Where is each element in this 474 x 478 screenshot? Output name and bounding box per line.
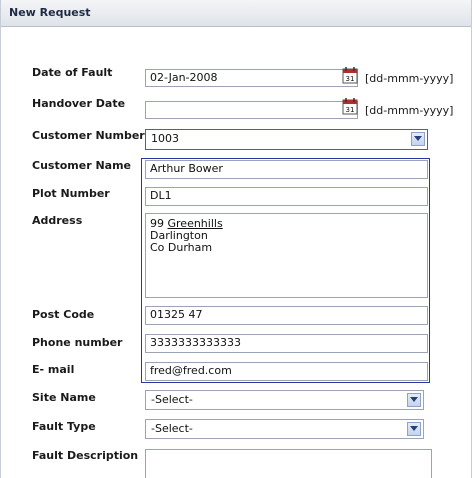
date-format-hint: [dd-mmm-yyyy] <box>365 72 454 85</box>
phone-number-input[interactable]: 3333333333333 <box>145 334 428 353</box>
svg-text:31: 31 <box>345 106 355 114</box>
chevron-down-icon[interactable] <box>411 132 425 146</box>
fault-type-value: -Select- <box>151 422 193 435</box>
fault-type-select[interactable] <box>145 419 424 439</box>
fault-description-label: Fault Description <box>32 449 139 462</box>
site-name-select[interactable] <box>145 390 424 410</box>
handover-date-input[interactable] <box>145 101 358 119</box>
svg-text:31: 31 <box>345 75 355 83</box>
customer-name-input[interactable]: Arthur Bower <box>145 160 428 179</box>
address-line1-link: Greenhills <box>167 217 223 230</box>
calendar-icon[interactable] <box>341 97 359 115</box>
plot-number-label: Plot Number <box>32 187 110 200</box>
email-label: E- mail <box>32 363 75 376</box>
address-textarea[interactable] <box>145 213 428 298</box>
chevron-down-icon[interactable] <box>407 422 421 436</box>
address-line2: Darlington <box>150 229 208 242</box>
customer-number-select[interactable] <box>145 129 428 150</box>
handover-date-label: Handover Date <box>32 97 126 110</box>
calendar-icon[interactable] <box>341 66 359 84</box>
date-of-fault-input[interactable]: 02-Jan-2008 <box>145 69 358 87</box>
post-code-label: Post Code <box>32 308 95 321</box>
customer-number-value: 1003 <box>151 132 179 145</box>
customer-number-label: Customer Number <box>32 129 145 142</box>
panel-title: New Request <box>9 6 91 19</box>
chevron-down-icon[interactable] <box>407 393 421 407</box>
customer-name-label: Customer Name <box>32 159 131 172</box>
post-code-input[interactable]: 01325 47 <box>145 306 428 325</box>
address-label: Address <box>32 214 83 227</box>
fault-type-label: Fault Type <box>32 420 96 433</box>
title-bar <box>1 0 471 27</box>
site-name-value: -Select- <box>151 393 193 406</box>
address-line3: Co Durham <box>150 241 213 254</box>
email-input[interactable]: fred@fred.com <box>145 362 428 381</box>
phone-number-label: Phone number <box>32 336 123 349</box>
site-name-label: Site Name <box>32 391 96 404</box>
plot-number-input[interactable]: DL1 <box>145 187 428 206</box>
address-line1-prefix: 99 <box>150 217 168 230</box>
fault-description-textarea[interactable] <box>145 449 432 478</box>
date-of-fault-label: Date of Fault <box>32 66 113 79</box>
date-format-hint: [dd-mmm-yyyy] <box>365 104 454 117</box>
